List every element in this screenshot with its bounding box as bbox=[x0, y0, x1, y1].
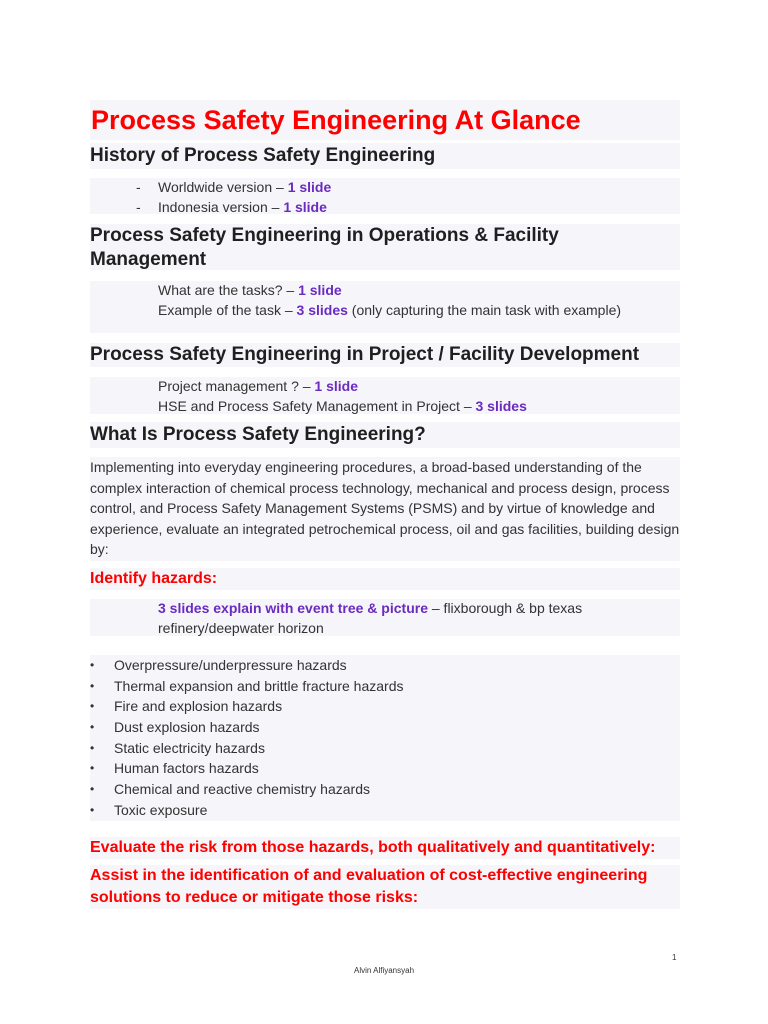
operations-heading-block bbox=[90, 224, 680, 270]
history-heading: History of Process Safety Engineering bbox=[90, 145, 436, 166]
dash-marker: - bbox=[136, 198, 141, 215]
history-item-worldwide bbox=[90, 178, 680, 198]
identify-note-text: – flixborough & bp texas bbox=[427, 600, 583, 616]
what-heading: What Is Process Safety Engineering? bbox=[90, 424, 426, 445]
project-line-management bbox=[90, 377, 680, 397]
history-list bbox=[90, 178, 680, 214]
identify-note-line1 bbox=[90, 599, 680, 619]
evaluate-heading-block bbox=[90, 837, 680, 859]
hazard-text: Toxic exposure bbox=[114, 801, 208, 818]
identify-heading: Identify hazards: bbox=[90, 570, 218, 587]
hazard-text: Fire and explosion hazards bbox=[114, 698, 283, 715]
hazard-item bbox=[90, 717, 680, 738]
history-item-text: Indonesia version – bbox=[158, 198, 284, 215]
project-heading-block bbox=[90, 343, 680, 367]
project-line-text: HSE and Process Safety Management in Project – bbox=[158, 397, 476, 414]
assist-heading-line1: Assist in the identification of and evaluation of cost-effective engineering bbox=[90, 867, 648, 884]
bullet-marker: • bbox=[90, 699, 95, 714]
identify-heading-block bbox=[90, 568, 680, 590]
project-heading: Process Safety Engineering in Project / Facility Development bbox=[90, 344, 640, 365]
slide-count: 1 slide bbox=[287, 179, 332, 195]
bullet-marker: • bbox=[90, 802, 95, 817]
hazard-item bbox=[90, 696, 680, 717]
bullet-marker: • bbox=[90, 720, 95, 735]
what-paragraph: Implementing into everyday engineering procedures, a broad-based understanding of the complex interaction of chemical process technology, mechanical and process design, process control, and Process Safety Management Systems (PSMS) and by virtue of knowledge and experience, evaluate an integrated petrochemical process, oil and gas facilities, building design by: bbox=[90, 459, 680, 557]
bullet-marker: • bbox=[90, 782, 95, 797]
slide-count: 3 slides bbox=[296, 301, 348, 318]
document-title: Process Safety Engineering At Glance bbox=[91, 105, 581, 135]
history-item-text: Worldwide version – bbox=[158, 179, 288, 195]
hazard-text: Dust explosion hazards bbox=[114, 719, 260, 736]
operations-heading-line2: Management bbox=[90, 249, 207, 270]
bullet-marker: • bbox=[90, 678, 95, 693]
history-heading-block bbox=[90, 143, 680, 169]
dash-marker: - bbox=[136, 179, 141, 195]
evaluate-heading: Evaluate the risk from those hazards, both qualitatively and quantitatively: bbox=[90, 839, 656, 856]
operations-heading-line1: Process Safety Engineering in Operations & Facility bbox=[90, 225, 559, 246]
hazard-list bbox=[90, 655, 680, 821]
hazard-text: Thermal expansion and brittle fracture hazards bbox=[114, 677, 404, 694]
hazard-item bbox=[90, 779, 680, 800]
hazard-text: Static electricity hazards bbox=[114, 739, 265, 756]
operations-line-text: Example of the task – bbox=[158, 301, 297, 318]
hazard-text: Chemical and reactive chemistry hazards bbox=[114, 781, 370, 798]
project-details bbox=[90, 377, 680, 414]
page-number: 1 bbox=[672, 953, 677, 962]
project-line-hse bbox=[90, 397, 680, 417]
operations-line-text: What are the tasks? – bbox=[158, 282, 299, 298]
identify-note-block bbox=[90, 599, 680, 636]
slide-count: 1 slide bbox=[283, 198, 327, 215]
project-line-text: Project management ? – bbox=[158, 378, 315, 394]
bullet-marker: • bbox=[90, 740, 95, 755]
slide-count: 3 slides bbox=[475, 397, 527, 414]
hazard-item bbox=[90, 655, 680, 676]
slide-count: 1 slide bbox=[298, 282, 342, 298]
hazard-item bbox=[90, 676, 680, 697]
title-block bbox=[90, 100, 680, 140]
what-paragraph-block bbox=[90, 457, 680, 561]
identify-note-line2: refinery/deepwater horizon bbox=[158, 619, 324, 636]
operations-line-example bbox=[90, 301, 680, 321]
operations-details bbox=[90, 281, 680, 333]
hazard-text: Human factors hazards bbox=[114, 760, 259, 777]
hazard-item bbox=[90, 758, 680, 779]
history-item-indonesia bbox=[90, 198, 680, 218]
hazard-item bbox=[90, 738, 680, 759]
footer-author: Alvin Alfiyansyah bbox=[353, 966, 415, 975]
hazard-text: Overpressure/underpressure hazards bbox=[114, 657, 347, 673]
operations-line-suffix: (only capturing the main task with example) bbox=[347, 301, 622, 318]
operations-line-tasks bbox=[90, 281, 680, 301]
bullet-marker: • bbox=[90, 658, 95, 672]
assist-heading-line2: solutions to reduce or mitigate those risks: bbox=[90, 889, 419, 906]
identify-note-highlight: 3 slides explain with event tree & picture bbox=[158, 600, 428, 616]
assist-heading-block bbox=[90, 865, 680, 909]
bullet-marker: • bbox=[90, 761, 95, 776]
slide-count: 1 slide bbox=[314, 378, 359, 394]
what-heading-block bbox=[90, 422, 680, 448]
hazard-item bbox=[90, 800, 680, 821]
